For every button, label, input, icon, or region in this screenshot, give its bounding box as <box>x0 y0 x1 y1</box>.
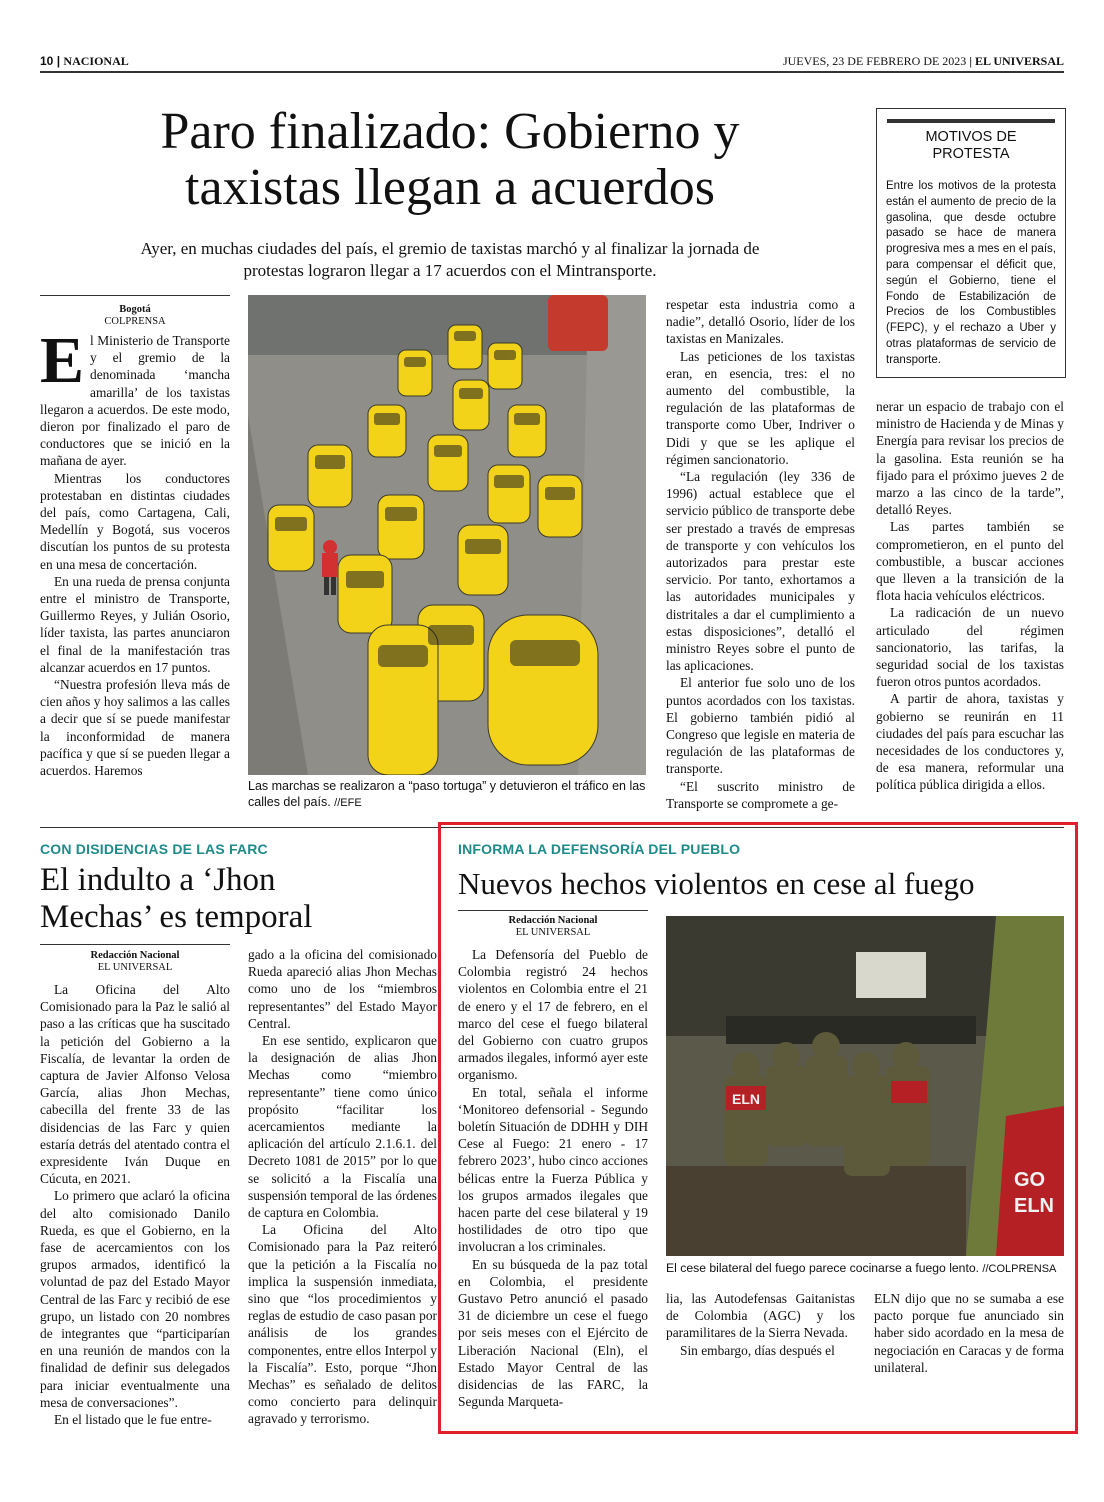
story2-headline-line1: El indulto a ‘Jhon <box>40 862 276 898</box>
lead-paragraph: El anterior fue solo uno de los puntos acordados con los taxistas. El gobierno también pidió al Congreso que legisle en materia de regulación de las plataformas de transporte. <box>666 675 855 777</box>
lead-paragraph: Las peticiones de los taxistas eran, en esencia, tres: el no aumento del combustible, la regulación de las plataformas de transporte como Uber, Indriver o Didi y que se les aplique el régimen sancionatorio. <box>666 348 855 467</box>
lead-paragraph: l Ministerio de Transporte y el gremio de la denominada ‘mancha amarilla’ de los taxistas llegaron a acuerdos. De este modo, dieron por finalizado el paro de conductores que se inició en la mañana de ayer. <box>40 333 230 469</box>
issue-date: JUEVES, 23 DE FEBRERO DE 2023 <box>782 54 967 68</box>
story2-paragraph: En el listado que le fue entre- <box>54 1412 212 1428</box>
photo-eln-label-2: ELN <box>1014 1195 1054 1217</box>
story2-kicker: CON DISIDENCIAS DE LAS FARC <box>40 841 268 857</box>
story3-photo-eln <box>666 916 1064 1256</box>
story2-paragraph: gado a la oficina del comisionado Rueda apareció alias Jhon Mechas como uno de los “miembros representantes” del Estado Mayor Central. <box>248 947 437 1031</box>
story2-paragraph: La Oficina del Alto Comisionado para la Paz le salió al paso a las críticas que ha suscitado la petición del Gobierno a la Fiscalía, de levantar la orden de captura de Javier Alfonso Velosa García, alias Jhon Mechas, cabecilla del frente 33 de las disidencias de las Farc y quien estaría detrás del atentado contra el expresidente Iván Duque en Cúcuta, en 2021. <box>40 982 230 1187</box>
lead-column-3 <box>666 296 855 812</box>
story2-byline-paper: EL UNIVERSAL <box>97 962 173 973</box>
lead-paragraph: Mientras los conductores protestaban en distintas ciudades del país, como Cartagena, Cali, Medellín y Bogotá, sus voceros discutían los puntos de su protesta en una mesa de concertación. <box>40 470 230 572</box>
section-name: NACIONAL <box>63 54 129 68</box>
lead-paragraph: “La regulación (ley 336 de 1996) actual establece que el servicio público de transporte debe ser prestado a través de empresas de transporte y con vehículos los autorizados para prestar este servicio. Por tanto, exhortamos a las autoridades municipales y distritales a dar el cumplimiento a estas disposiciones”, detalló el ministro Reyes sobre el punto de las aplicaciones. <box>666 469 855 674</box>
sidebar-title <box>877 129 1065 163</box>
sidebar-title-line2: PROTESTA <box>932 146 1010 162</box>
lead-headline-line2: taxistas llegan a acuerdos <box>185 159 715 216</box>
story3-paragraph: En su búsqueda de la paz total en Colombia, el presidente Gustavo Petro anunció el pasado 31 de diciembre un cese el fuego por seis meses con el Ejército de Liberación Nacional (Eln), el Estado Mayor Central de las disidencias de las FARC, la Segunda Marqueta- <box>458 1256 648 1410</box>
lead-byline-place: Bogotá <box>119 304 151 315</box>
lead-paragraph: A partir de ahora, taxistas y gobierno se reunirán en 11 ciudades del país para escuchar las necesidades de los conductores y, de esa manera, reformular una política pública dirigida a ellos. <box>876 691 1064 793</box>
story2-paragraph: La Oficina del Alto Comisionado para la Paz reiteró que la petición a la Fiscalía no implica la suspensión inmediata, sino que “los procedimientos y reglas de estudio de caso pasan por análisis de los grandes componentes, entre ellos Interpol y la Fiscalía”. Esto, porque “Jhon Mechas” es señalado de delitos como concierto para delinquir agravado y terrorismo. <box>248 1222 437 1427</box>
lead-paragraph: Las partes también se comprometieron, en el punto del combustible, a buscar acciones que lleven a la transición de la flota hacia vehículos eléctricos. <box>876 519 1064 604</box>
page-header: 10 | NACIONAL JUEVES, 23 DE FEBRERO DE 2023 | EL UNIVERSAL <box>40 54 1064 68</box>
sidebar-box <box>876 108 1066 378</box>
story2-headline-line2: Mechas’ es temporal <box>40 899 313 935</box>
lead-photo-credit: //EFE <box>334 797 362 809</box>
sidebar-body: Entre los motivos de la protesta están el aumento de precio de la gasolina, que desde octubre pasado se hace de manera progresiva mes a mes en el país, para compensar el déficit que, según el Gobierno, tiene el Fondo de Estabilización de Precios de los Combustibles (FEPC), y el rechazo a Uber y otras plataformas de servicio de transporte. <box>886 180 1056 366</box>
lead-headline <box>40 104 860 216</box>
story2-headline <box>40 862 440 936</box>
story3-photo-caption <box>666 1260 1064 1277</box>
lead-byline-agency: COLPRENSA <box>104 316 166 327</box>
story3-paragraph: La Defensoría del Pueblo de Colombia registró 24 hechos violentos en Colombia entre el 21 de enero y el 17 de febrero, en el marco del cese el fuego bilateral del Gobierno con cuatro grupos armados ilegales, informó ayer este organismo. <box>458 947 648 1083</box>
lead-paragraph: En una rueda de prensa conjunta entre el ministro de Transporte, Guillermo Reyes, y Julián Osorio, líder taxista, las partes anunciaron el final de la manifestación tras alcanzar acuerdos en 17 puntos. <box>40 573 230 675</box>
lead-subhead-line1: Ayer, en muchas ciudades del país, el gremio de taxistas marchó y al finalizar la jornada de <box>140 239 760 258</box>
story3-paragraph: ELN dijo que no se sumaba a ese pacto porque fue anunciado sin haber sido acordado en la mesa de negociación en Caracas y de forma unilateral. <box>874 1291 1064 1375</box>
lead-subhead-line2: protestas lograron llegar a 17 acuerdos con el Mintransporte. <box>243 261 657 280</box>
story3-column-2 <box>666 1290 855 1359</box>
photo-eln-label: ELN <box>732 1091 760 1107</box>
story3-caption-text: El cese bilateral del fuego parece cocinarse a fuego lento. <box>666 1261 980 1275</box>
story3-kicker: INFORMA LA DEFENSORÍA DEL PUEBLO <box>458 841 741 857</box>
lead-paragraph: “Nuestra profesión lleva más de cien años y hoy salimos a las calles a decir que sí se puede manifestar la inconformidad de manera pacífica y que sí se pueden llegar a acuerdos. Haremos <box>40 677 230 779</box>
lead-caption-text: Las marchas se realizaron a “paso tortuga” y detuvieron el tráfico en las calles del país. <box>248 779 646 809</box>
story2-column-1 <box>40 981 230 1428</box>
story2-column-2 <box>248 946 437 1428</box>
lead-paragraph: La radicación de un nuevo articulado del régimen sancionatorio, las tarifas, la seguridad social de los taxistas fueron otros puntos acordados. <box>876 605 1064 690</box>
story2-byline <box>40 950 230 974</box>
lead-paragraph: respetar esta industria como a nadie”, detalló Osorio, líder de los taxistas en Manizales. <box>666 297 855 347</box>
lead-subhead <box>40 238 860 282</box>
lead-photo-caption <box>248 778 646 811</box>
story2-byline-who: Redacción Nacional <box>90 950 180 961</box>
story3-column-1 <box>458 946 648 1410</box>
photo-go-label: GO <box>1014 1169 1046 1191</box>
newspaper-name: EL UNIVERSAL <box>974 54 1064 68</box>
story3-byline <box>458 915 648 939</box>
story2-paragraph: En ese sentido, explicaron que la designación de alias Jhon Mechas como “miembro representante” tiene como único propósito “facilitar los acercamientos mediante la aplicación del artículo 2.1.6.1. del Decreto 1081 de 2015” por lo que se solicitó a la Fiscalía una suspensión temporal de las órdenes de captura en Colombia. <box>248 1033 437 1221</box>
page-number: 10 <box>40 54 54 68</box>
story3-column-3 <box>874 1290 1064 1376</box>
story3-byline-paper: EL UNIVERSAL <box>515 927 591 938</box>
lead-photo-taxis <box>248 295 646 775</box>
lead-column-4 <box>876 398 1064 794</box>
story3-paragraph: Sin embargo, días después el <box>680 1342 835 1358</box>
story3-paragraph: En total, señala el informe ‘Monitoreo defensorial - Segundo boletín Situación de DDHH y DIH Cese al Fuego: 21 enero - 17 febrero 2023’, hubo cinco acciones bélicas entre la Fuerza Pública y los grupos armados ilegales que hacen parte del cese bilateral y 19 hostilidades de otro tipo que involucran a los criminales. <box>458 1084 648 1255</box>
story3-byline-who: Redacción Nacional <box>508 915 598 926</box>
story3-paragraph: lia, las Autodefensas Gaitanistas de Colombia (AGC) y los paramilitares de la Sierra Nevada. <box>666 1291 855 1341</box>
dropcap: E <box>40 324 85 397</box>
lead-paragraph: “El suscrito ministro de Transporte se compromete a ge- <box>666 778 855 811</box>
lead-column-1 <box>40 324 230 779</box>
lead-paragraph: nerar un espacio de trabajo con el ministro de Hacienda y de Minas y Energía para revisar los precios de la gasolina. Esta reunión se ha fijado para el próximo jueves 2 de marzo a las cinco de la tarde”, detalló Reyes. <box>876 399 1064 518</box>
story3-headline: Nuevos hechos violentos en cese al fuego <box>458 866 975 901</box>
sidebar-title-line1: MOTIVOS DE <box>925 129 1017 145</box>
story2-paragraph: Lo primero que aclaró la oficina del alto comisionado Danilo Rueda, es que el Gobierno, en la fase de acercamientos con los grupos armados, identificó la voluntad de paz del Estado Mayor Central de las Farc y recibió de ese grupo, un listado con 20 nombres de integrantes que “participarían en una reunión de mandos con la finalidad de definir sus delegados para iniciar eventualmente una mesa de conversaciones”. <box>40 1188 230 1410</box>
story3-photo-credit: //COLPRENSA <box>982 1263 1057 1275</box>
lead-headline-line1: Paro finalizado: Gobierno y <box>160 103 740 160</box>
